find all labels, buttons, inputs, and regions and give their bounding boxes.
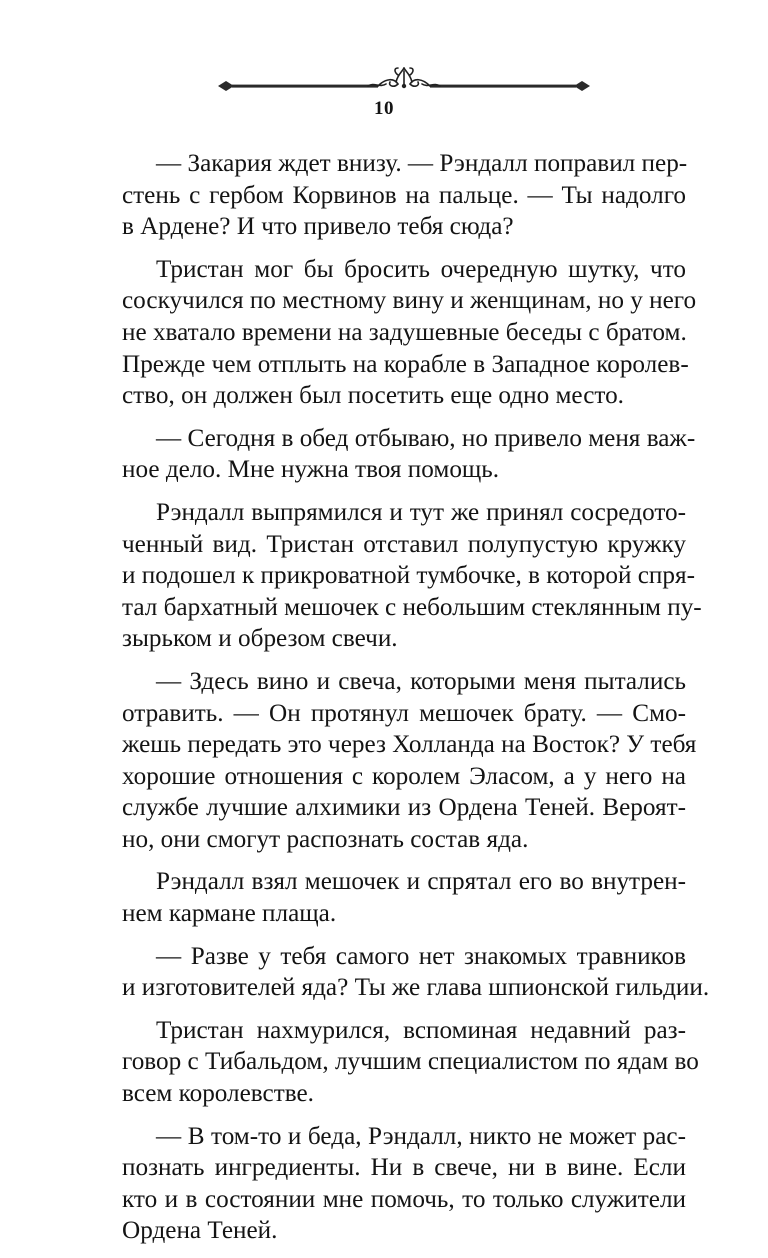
text-line: зырьком и обрезом свечи.: [122, 625, 398, 653]
paragraph: [122, 1121, 686, 1247]
paragraph: [122, 254, 697, 412]
text-line: — Здесь вино и свеча, которыми меня пытались: [156, 667, 686, 695]
text-line: — Закария ждет внизу. — Рэндалл поправил пер-: [156, 150, 688, 177]
body-text: [122, 148, 710, 1258]
text-line: Тристан мог бы бросить очередную шутку, что: [156, 255, 686, 283]
text-line: Прежде чем отплыть на корабле в Западное королев-: [122, 350, 689, 378]
text-line: в Ардене? И что привело тебя сюда?: [122, 213, 514, 241]
text-line: и подошел к прикроватной тумбочке, в которой спря-: [122, 562, 695, 590]
text-line: соскучился по местному вину и женщинам, но у него: [122, 287, 697, 315]
text-line: и изготовителей яда? Ты же глава шпионской гильдии.: [122, 974, 710, 1002]
paragraph: [122, 866, 686, 929]
text-line: — В том-то и беда, Рэндалл, никто не может рас-: [156, 1122, 686, 1150]
text-line: — Сегодня в обед отбываю, но привело меня важ-: [156, 424, 696, 452]
text-line: Ордена Теней.: [122, 1217, 278, 1245]
text-line: кто и в состоянии мне помочь, то только служители: [122, 1185, 686, 1213]
text-line: хорошие отношения с королем Эласом, а у него на: [122, 762, 686, 790]
paragraph: [122, 666, 697, 856]
text-line: службе лучшие алхимики из Ордена Теней. Вероят-: [122, 794, 686, 822]
paragraph: [122, 941, 710, 1004]
text-line: ное дело. Мне нужна твоя помощь.: [122, 456, 500, 484]
text-line: нем кармане плаща.: [122, 900, 337, 928]
decorative-flourish-icon: [218, 62, 590, 102]
text-line: стень с гербом Корвинов на пальце. — Ты надолго: [122, 181, 686, 209]
paragraph: [122, 497, 702, 655]
text-line: ченный вид. Тристан отставил полупустую кружку: [122, 530, 686, 558]
text-line: — Разве у тебя самого нет знакомых травников: [156, 942, 686, 970]
text-line: Рэндалл выпрямился и тут же принял сосредото-: [156, 498, 686, 526]
text-line: Рэндалл взял мешочек и спрятал его во внутрен-: [156, 868, 686, 896]
text-line: ство, он должен был посетить еще одно место.: [122, 382, 624, 410]
paragraph: [122, 423, 696, 486]
paragraph: [122, 1015, 699, 1110]
text-line: познать ингредиенты. Ни в свече, ни в вине. Если: [122, 1154, 686, 1182]
text-line: всем королевстве.: [122, 1080, 314, 1108]
text-line: говор с Тибальдом, лучшим специалистом по ядам во: [122, 1048, 699, 1076]
paragraph: [122, 148, 686, 243]
text-line: но, они смогут распознать состав яда.: [122, 825, 529, 853]
text-line: тал бархатный мешочек с небольшим стеклянным пу-: [122, 593, 702, 621]
text-line: не хватало времени на задушевные беседы с братом.: [122, 318, 687, 346]
text-line: отравить. — Он протянул мешочек брату. — Смо-: [122, 699, 686, 727]
text-line: Тристан нахмурился, вспоминая недавний раз-: [156, 1016, 686, 1044]
page-number: 10: [374, 98, 394, 119]
text-line: жешь передать это через Холланда на Восток? У тебя: [122, 731, 697, 759]
